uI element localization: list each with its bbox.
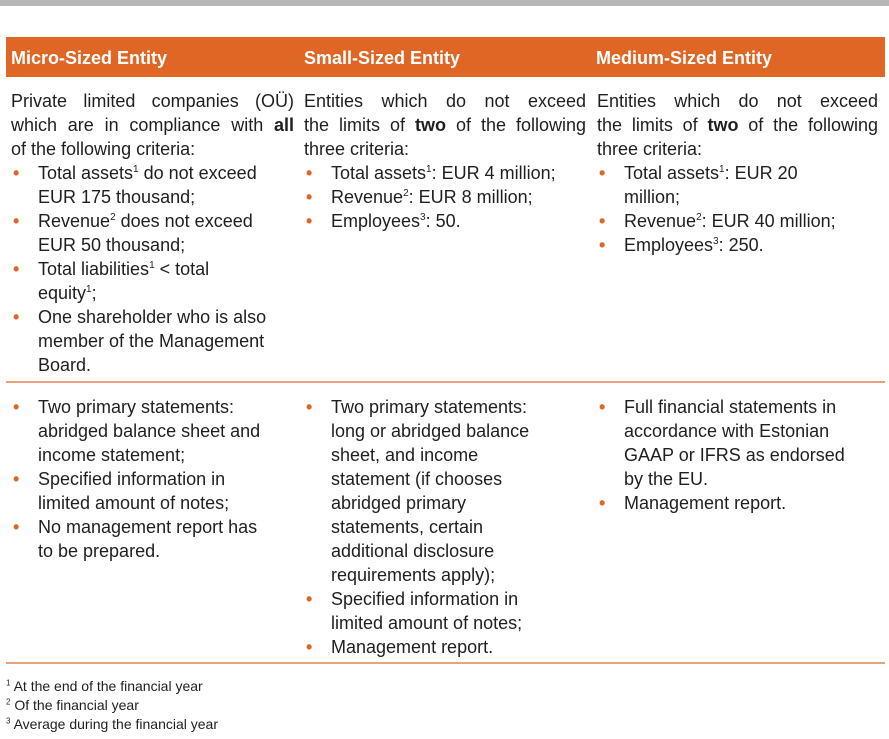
footnote-3: $^3$ Average during the financial year	[6, 716, 219, 732]
footnote-2: $^2$ Of the financial year	[6, 697, 139, 713]
criteria-list	[11, 161, 294, 377]
list-item: • Total liabilities$^1$ < total equity$^1$;	[13, 259, 210, 303]
intro-line: Private limited companies (OÜ)	[11, 91, 294, 111]
criteria-medium	[597, 89, 878, 257]
row-divider	[6, 381, 885, 383]
intro-line: three criteria:	[597, 139, 703, 159]
header-small: Small-Sized Entity	[304, 48, 461, 68]
list-item: • Specified information in limited amount of notes;	[306, 589, 523, 633]
header-medium: Medium-Sized Entity	[596, 48, 773, 68]
list-item: • Revenue$^2$: EUR 8 million;	[306, 187, 533, 207]
intro-line: the limits of two of the following	[597, 115, 879, 135]
header-micro: Micro-Sized Entity	[11, 48, 168, 68]
requirements-micro	[11, 395, 294, 563]
criteria-micro	[11, 89, 294, 377]
list-item: • Management report.	[599, 493, 787, 513]
requirements-medium	[597, 395, 878, 515]
top-border	[0, 0, 889, 6]
intro-line: three criteria:	[304, 139, 410, 159]
list-item: • Total assets$^1$: EUR 20 million;	[599, 163, 798, 207]
list-item: • One shareholder who is also member of the Management Board.	[13, 307, 267, 375]
list-item: • Total assets$^1$: EUR 4 million;	[306, 163, 556, 183]
criteria-list	[304, 161, 586, 233]
intro-line: Entities which do not exceed	[304, 91, 586, 111]
list-item: • No management report has to be prepared.	[13, 517, 258, 561]
intro-line: the limits of two of the following	[304, 115, 587, 135]
requirements-list	[11, 395, 294, 563]
list-item: • Management report.	[306, 637, 494, 657]
list-item: • Two primary statements: long or abridged balance sheet, and income statement (if chooses abridged primary statements, certain additional disclosure requirements apply);	[306, 397, 530, 585]
list-item: • Revenue$^2$: EUR 40 million;	[599, 211, 836, 231]
intro-line: of the following criteria:	[11, 139, 196, 159]
list-item: • Total assets$^1$ do not exceed EUR 175 thousand;	[13, 163, 257, 207]
requirements-small	[304, 395, 586, 659]
footnote-1: $^1$ At the end of the financial year	[6, 678, 203, 694]
intro-line: Entities which do not exceed	[597, 91, 878, 111]
list-item: • Revenue$^2$ does not exceed EUR 50 thousand;	[13, 211, 253, 255]
table-header	[6, 37, 885, 77]
intro-line: which are in compliance with all	[11, 115, 294, 135]
table-bottom-rule	[6, 662, 885, 664]
list-item: • Two primary statements: abridged balance sheet and income statement;	[13, 397, 261, 465]
criteria-list	[597, 161, 878, 257]
list-item: • Employees$^3$: 250.	[599, 235, 764, 255]
requirements-list	[597, 395, 878, 515]
criteria-small	[304, 89, 586, 233]
list-item: • Full financial statements in accordance with Estonian GAAP or IFRS as endorsed by the EU.	[599, 397, 845, 489]
list-item: • Specified information in limited amount of notes;	[13, 469, 230, 513]
requirements-list	[304, 395, 586, 659]
list-item: • Employees$^3$: 50.	[306, 211, 461, 231]
